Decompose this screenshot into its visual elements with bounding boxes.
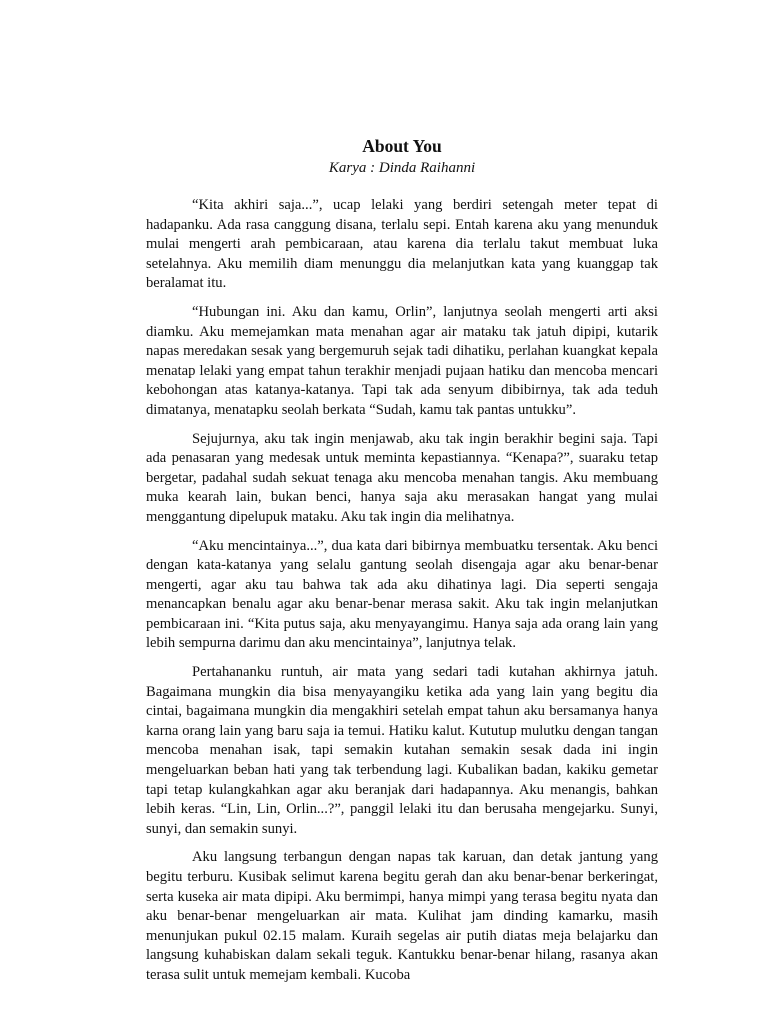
story-title: About You: [362, 136, 442, 156]
paragraph-2: “Hubungan ini. Aku dan kamu, Orlin”, lanjutnya seolah mengerti arti aksi diamku. Aku memejamkan mata menahan agar air mataku tak jatuh dipipi, kutarik napas meredakan sesak yang bergemuruh sejak tadi dihatiku, perlahan kuangkat kepala menatap lelaki yang empat tahun terakhir menjadi pujaan hatiku dan mencoba mencari kebohongan atas katanya-katanya. Tapi tak ada senyum dibibirnya, tak ada teduh dimatanya, menatapku seolah berkata “Sudah, kamu tak pantas untukku”.: [146, 303, 658, 418]
story-byline: Karya : Dinda Raihanni: [328, 160, 476, 176]
document-body: [146, 134, 658, 995]
paragraph-6: Aku langsung terbangun dengan napas tak karuan, dan detak jantung yang begitu terburu. Kusibak selimut karena begitu gerah dan aku benar-benar berkeringat, serta kuseka air mata dipipi. Aku bermimpi, hanya mimpi yang terasa begitu nyata dan aku benar-benar mengeluarkan air mata. Kulihat jam dinding kamarku, masih menunjukan pukul 02.15 malam. Kuraih segelas air putih diatas meja belajarku dan langsung kuhabiskan dalam sekali teguk. Kantukku benar-benar hilang, rasanya akan terasa sulit untuk memejam kembali. Kucoba: [146, 849, 658, 983]
paragraph-3: Sejujurnya, aku tak ingin menjawab, aku tak ingin berakhir begini saja. Tapi ada penasaran yang medesak untuk meminta kepastiannya. “Kenapa?”, suaraku tetap bergetar, padahal sudah sekuat tenaga aku mencoba menahan tangis. Aku membuang muka kearah lain, bukan benci, hanya saja aku merasakan hangat yang mulai menggantung dipelupuk mataku. Aku tak ingin dia melihatnya.: [146, 430, 658, 525]
paragraph-4: “Aku mencintainya...”, dua kata dari bibirnya membuatku tersentak. Aku benci dengan kata-katanya yang selalu gantung seolah disengaja agar aku benar-benar mengerti, agar aku tau bahwa tak ada aku dihatinya lagi. Dia seperti sengaja menancapkan benalu agar aku benar-benar merasa sakit. Aku tak ingin melanjutkan pembicaraan ini. “Kita putus saja, aku menyayangimu. Hanya saja ada orang lain yang lebih sempurna darimu dan aku mencintainya”, lanjutnya telak.: [146, 537, 658, 652]
paragraph-5: Pertahananku runtuh, air mata yang sedari tadi kutahan akhirnya jatuh. Bagaimana mungkin dia bisa menyayangiku ketika ada yang lain yang begitu dia cintai, bagaimana mungkin dia mengakhiri setelah empat tahun aku bersamanya hanya karna orang lain yang baru saja ia temui. Hatiku kalut. Kututup mulutku dengan tangan mencoba menahan isak, tapi semakin kutahan semakin sesak dada ini ingin mengeluarkan beban hati yang tak terbendung lagi. Kubalikan badan, kakiku gemetar tapi tetap kulangkahkan agar aku beranjak dari hadapannya. Aku menangis, bahkan lebih keras. “Lin, Lin, Orlin...?”, panggil lelaki itu dan berusaha mengejarku. Sunyi, sunyi, dan semakin sunyi.: [146, 664, 658, 837]
paragraph-1: “Kita akhiri saja...”, ucap lelaki yang berdiri setengah meter tepat di hadapanku. Ada rasa canggung disana, terlalu sepi. Entah karena aku yang menunduk mulai mengerti arah pembicaraan, atau karena dia terlalu takut membuat luka setelahnya. Aku memilih diam menunggu dia melanjutkan kata yang kuanggap tak beralamat itu.: [146, 197, 658, 292]
